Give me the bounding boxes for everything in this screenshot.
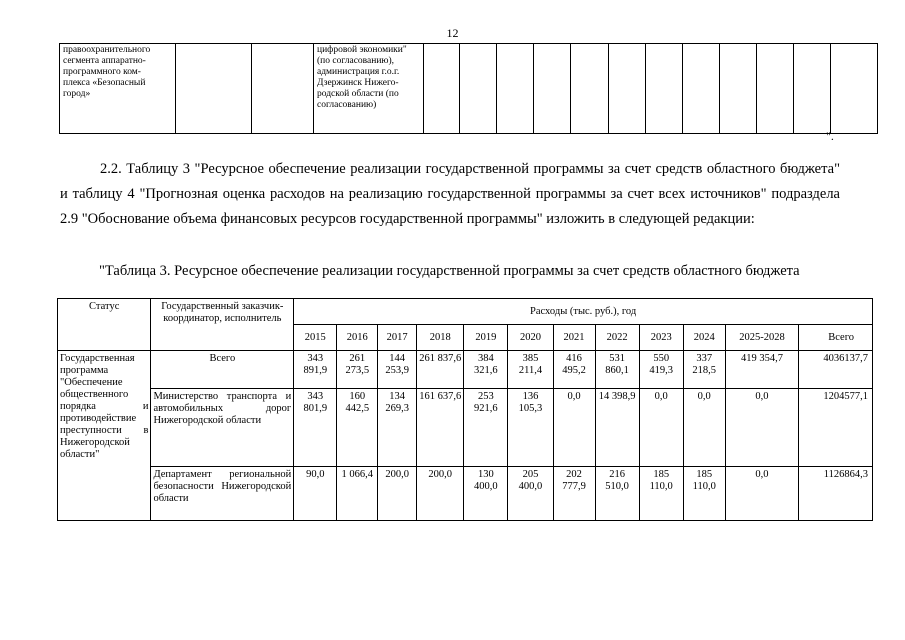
empty-cell bbox=[534, 44, 571, 134]
value-cell: 0,0 bbox=[683, 389, 725, 467]
value-cell: 261 837,6 bbox=[417, 351, 464, 389]
year-header: 2019 bbox=[464, 325, 508, 351]
cell-line: администрация г.о.г. bbox=[317, 67, 400, 77]
empty-cell bbox=[831, 44, 878, 134]
year-header: 2023 bbox=[639, 325, 683, 351]
year-header: 2025-2028 bbox=[725, 325, 799, 351]
cell-line: плекса «Безопасный bbox=[63, 78, 146, 88]
customer-cell: Министерство транспорта и автомобильных дорог Нижегородской области bbox=[151, 389, 294, 467]
page-number: 12 bbox=[446, 26, 459, 40]
cell-line: город» bbox=[63, 89, 91, 99]
closing-quote: ". bbox=[826, 129, 834, 143]
total-cell: 1126864,3 bbox=[799, 467, 873, 521]
value-cell: 253 921,6 bbox=[464, 389, 508, 467]
value-cell: 1 066,4 bbox=[337, 467, 378, 521]
value-cell: 136 105,3 bbox=[508, 389, 553, 467]
header-customer: Государственный заказчик-координатор, исполнитель bbox=[151, 299, 294, 351]
total-cell: 1204577,1 bbox=[799, 389, 873, 467]
empty-cell bbox=[683, 44, 720, 134]
value-cell: 134 269,3 bbox=[378, 389, 417, 467]
value-cell: 419 354,7 bbox=[725, 351, 799, 389]
year-header: 2016 bbox=[337, 325, 378, 351]
value-cell: 385 211,4 bbox=[508, 351, 553, 389]
continuation-table bbox=[59, 43, 878, 134]
value-cell: 130 400,0 bbox=[464, 467, 508, 521]
year-header-total: Всего bbox=[799, 325, 873, 351]
cell-line: согласованию) bbox=[317, 100, 377, 110]
value-cell: 200,0 bbox=[417, 467, 464, 521]
value-cell: 337 218,5 bbox=[683, 351, 725, 389]
value-cell: 160 442,5 bbox=[337, 389, 378, 467]
empty-cell bbox=[460, 44, 497, 134]
value-cell: 144 253,9 bbox=[378, 351, 417, 389]
value-cell: 0,0 bbox=[553, 389, 595, 467]
value-cell: 216 510,0 bbox=[595, 467, 639, 521]
total-cell: 4036137,7 bbox=[799, 351, 873, 389]
cell-line: программного ком- bbox=[63, 67, 141, 77]
empty-cell bbox=[571, 44, 609, 134]
value-cell: 550 419,3 bbox=[639, 351, 683, 389]
continuation-cell-executor bbox=[314, 44, 424, 134]
value-cell: 205 400,0 bbox=[508, 467, 553, 521]
value-cell: 90,0 bbox=[294, 467, 337, 521]
header-expenses: Расходы (тыс. руб.), год bbox=[294, 299, 873, 325]
year-header: 2015 bbox=[294, 325, 337, 351]
value-cell: 0,0 bbox=[725, 389, 799, 467]
value-cell: 185 110,0 bbox=[683, 467, 725, 521]
customer-cell: Всего bbox=[151, 351, 294, 389]
cell-line: сегмента аппаратно- bbox=[63, 56, 146, 66]
empty-cell bbox=[757, 44, 794, 134]
cell-line: цифровой экономики" bbox=[317, 45, 407, 55]
cell-line: правоохранительного bbox=[63, 45, 151, 55]
value-cell: 416 495,2 bbox=[553, 351, 595, 389]
value-cell: 161 637,6 bbox=[417, 389, 464, 467]
status-cell: Государственная программа "Обеспечение общественного порядка и противодействие преступности в Нижегородской области" bbox=[58, 351, 151, 521]
continuation-cell-program bbox=[60, 44, 176, 134]
year-header: 2020 bbox=[508, 325, 553, 351]
empty-cell bbox=[252, 44, 314, 134]
value-cell: 200,0 bbox=[378, 467, 417, 521]
empty-cell bbox=[424, 44, 460, 134]
table-row bbox=[58, 389, 873, 467]
cell-line: родской области (по bbox=[317, 89, 399, 99]
empty-cell bbox=[720, 44, 757, 134]
value-cell: 343 891,9 bbox=[294, 351, 337, 389]
value-cell: 14 398,9 bbox=[595, 389, 639, 467]
value-cell: 531 860,1 bbox=[595, 351, 639, 389]
empty-cell bbox=[646, 44, 683, 134]
amendment-paragraph: 2.2. Таблицу 3 "Ресурсное обеспечение реализации государственной программы за счет средств областного бюджета" и таблицу 4 "Прогнозная оценка расходов на реализацию государственной программы за счет всех источников" подраздела 2.9 "Обоснование объема финансовых ресурсов государственной программы" изложить в следующей редакции: bbox=[60, 161, 840, 227]
value-cell: 384 321,6 bbox=[464, 351, 508, 389]
value-cell: 185 110,0 bbox=[639, 467, 683, 521]
empty-cell bbox=[609, 44, 646, 134]
year-header: 2024 bbox=[683, 325, 725, 351]
value-cell: 0,0 bbox=[639, 389, 683, 467]
value-cell: 261 273,5 bbox=[337, 351, 378, 389]
header-status: Статус bbox=[58, 299, 151, 351]
year-header: 2017 bbox=[378, 325, 417, 351]
cell-line: Дзержинск Нижего- bbox=[317, 78, 399, 88]
resource-table bbox=[57, 298, 873, 521]
value-cell: 343 801,9 bbox=[294, 389, 337, 467]
year-header: 2021 bbox=[553, 325, 595, 351]
table-caption: "Таблица 3. Ресурсное обеспечение реализации государственной программы за счет средств областного бюджета bbox=[99, 263, 800, 279]
empty-cell bbox=[176, 44, 252, 134]
empty-cell bbox=[794, 44, 831, 134]
table-row bbox=[58, 351, 873, 389]
year-header: 2018 bbox=[417, 325, 464, 351]
table-row bbox=[58, 467, 873, 521]
empty-cell bbox=[497, 44, 534, 134]
year-header: 2022 bbox=[595, 325, 639, 351]
value-cell: 202 777,9 bbox=[553, 467, 595, 521]
customer-cell: Департамент региональной безопасности Нижегородской области bbox=[151, 467, 294, 521]
cell-line: (по согласованию), bbox=[317, 56, 395, 66]
value-cell: 0,0 bbox=[725, 467, 799, 521]
